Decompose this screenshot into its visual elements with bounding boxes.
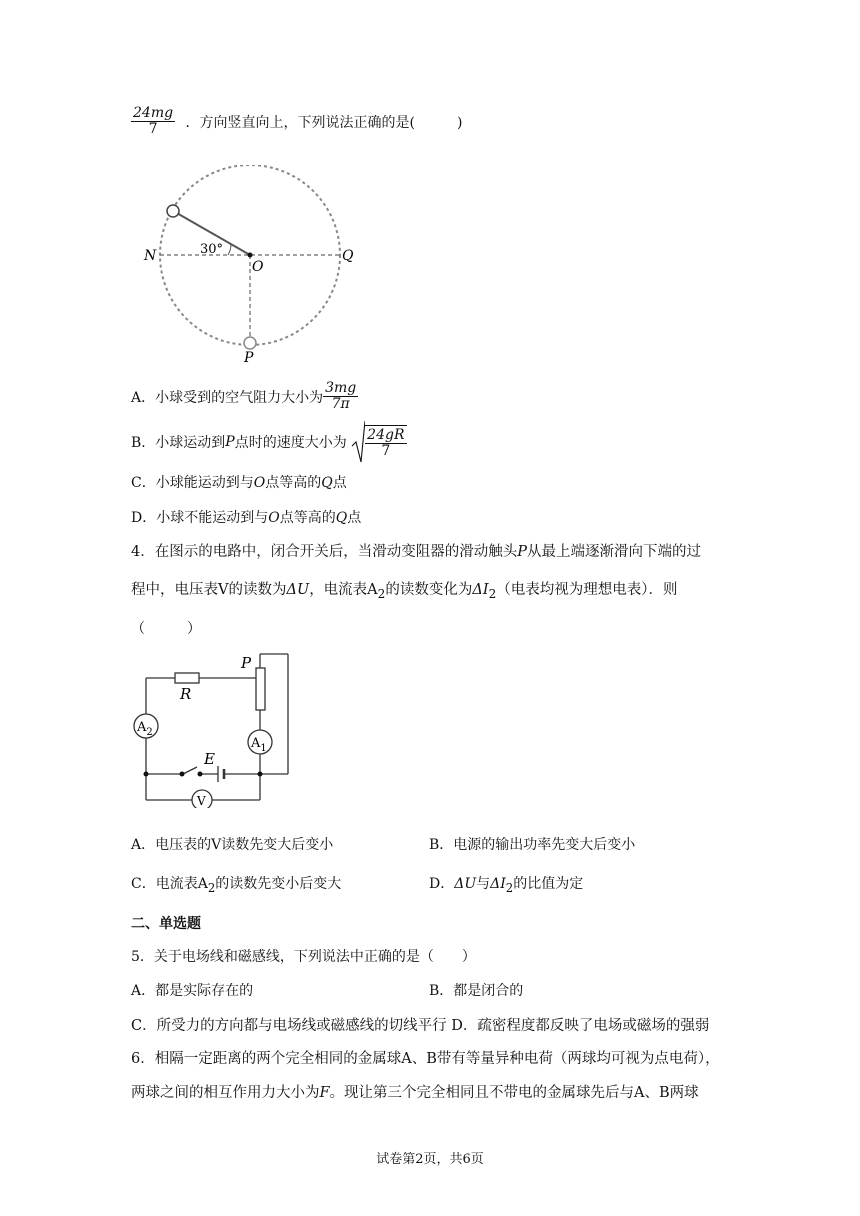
point-q: Q (321, 475, 333, 491)
q3-circle-figure (130, 165, 370, 370)
subscript: 2 (488, 586, 497, 601)
option-d-text: D．小球不能运动到与 (131, 510, 269, 526)
option-d-text-mid: 点等高的 (279, 510, 336, 526)
option-d-text: 与 (476, 876, 491, 892)
sqrt-fraction (365, 425, 406, 460)
angle-label: 30° (200, 242, 224, 257)
page-footer: 试卷第2页，共6页 (376, 1152, 484, 1167)
q4-text: 的读数变化为 (385, 582, 473, 598)
option-c-text-mid: 点等高的 (265, 475, 322, 491)
sqrt-expression (351, 420, 406, 464)
delta-i: ΔI (490, 876, 506, 892)
rheostat (256, 668, 265, 710)
label-a2: $A_2$ (137, 720, 153, 738)
q6-text: 。现让第三个完全相同且不带电的金属球先后与A、B两球 (329, 1085, 699, 1101)
q3-stem-text: ．方向竖直向上，下列说法正确的是( ) (185, 114, 463, 131)
q4-text: （电表均视为理想电表）．则 (496, 582, 678, 598)
q6-stem-line2 (131, 1081, 699, 1102)
fraction-denominator: 7 (381, 443, 391, 459)
label-a1: $A_1$ (251, 736, 267, 754)
label-n: N (144, 248, 157, 264)
option-b-text-mid: 点时的速度大小为 (234, 435, 347, 451)
q4-text-a: 4．在图示的电路中，闭合开关后，当滑动变阻器的滑动触头 (131, 544, 518, 560)
q5-option-a: A．都是实际存在的 (131, 983, 254, 999)
option-d-text: D． (429, 876, 455, 892)
q3-option-d (131, 507, 361, 527)
q4-option-c (131, 873, 341, 895)
label-o: O (252, 259, 264, 275)
switch-contact (180, 772, 185, 777)
junction-dot (144, 772, 149, 777)
q5-option-cd: C．所受力的方向都与电场线或磁感线的切线平行 D．疏密程度都反映了电场或磁场的强弱 (131, 1018, 710, 1034)
option-c-text: 的读数先变小后变大 (215, 876, 342, 892)
option-d-text-end: 点 (347, 510, 362, 526)
point-p: P (517, 544, 527, 560)
option-b-text: B．小球运动到 (131, 435, 226, 451)
q4-text: ，电流表A (309, 582, 378, 598)
q4-text: 程中，电压表V的读数为 (131, 582, 287, 598)
fraction-numerator: 3mg (325, 380, 357, 396)
q3-option-a (131, 381, 358, 413)
q3-lead-fraction (131, 106, 175, 138)
junction-dot (258, 772, 263, 777)
q4-option-d (429, 873, 583, 895)
ball-bottom (244, 337, 256, 349)
q5-option-b: B．都是闭合的 (429, 983, 524, 999)
delta-u: ΔU (286, 582, 310, 598)
center-dot (248, 253, 253, 258)
option-c-text-end: 点 (332, 475, 347, 491)
subscript: 2 (505, 880, 514, 895)
q6-stem-line1: 6．相隔一定距离的两个完全相同的金属球A、B带有等量异种电荷（两球均可视为点电荷）， (131, 1051, 720, 1067)
label-q: Q (342, 248, 354, 264)
subscript: 2 (377, 586, 386, 601)
sqrt-sign-icon (351, 420, 365, 464)
switch-contact (198, 772, 203, 777)
fraction-denominator: 7 (148, 121, 158, 138)
option-a-text: A．小球受到的空气阻力大小为 (131, 389, 324, 406)
q6-text: 两球之间的相互作用力大小为 (131, 1085, 320, 1101)
subscript: 2 (207, 880, 216, 895)
q3-option-c (131, 472, 347, 492)
fraction-denominator: 7π (331, 396, 350, 413)
label-r: R (180, 685, 192, 703)
q4-answer-bracket: （ ） (131, 621, 201, 637)
q3-option-b (131, 420, 407, 464)
q4-circuit-figure (120, 648, 305, 808)
force-f: F (319, 1085, 330, 1101)
q5-stem: 5．关于电场线和磁感线，下列说法中正确的是（ ） (131, 949, 476, 965)
delta-i: ΔI (472, 582, 489, 598)
q4-option-a: A．电压表的V读数先变大后变小 (131, 837, 334, 853)
point-q: Q (335, 510, 348, 526)
option-c-text: C．电流表A (131, 876, 208, 892)
angle-arc (228, 244, 231, 255)
point-o: O (253, 475, 266, 491)
label-v: V (197, 794, 206, 808)
option-c-text: C．小球能运动到与 (131, 475, 254, 491)
label-e: E (204, 750, 215, 768)
q4-text-b: 从最上端逐渐滑向下端的过 (527, 544, 701, 560)
q4-option-b: B．电源的输出功率先变大后变小 (429, 837, 636, 853)
label-p: P (244, 350, 254, 366)
q4-stem-line2 (131, 578, 678, 601)
q3-stem (131, 106, 462, 138)
option-a-fraction (323, 381, 358, 413)
section-heading: 二、单选题 (131, 916, 201, 932)
point-p: P (225, 434, 235, 450)
delta-u: ΔU (454, 876, 477, 892)
fraction-numerator: 24gR (367, 426, 405, 443)
option-d-text: 的比值为定 (513, 876, 584, 892)
resistor-r (175, 673, 199, 683)
fraction-numerator: 24mg (133, 105, 174, 121)
point-o: O (268, 510, 280, 526)
q4-stem-line1 (131, 540, 701, 561)
ball-start (167, 205, 179, 217)
label-p: P (241, 654, 252, 672)
